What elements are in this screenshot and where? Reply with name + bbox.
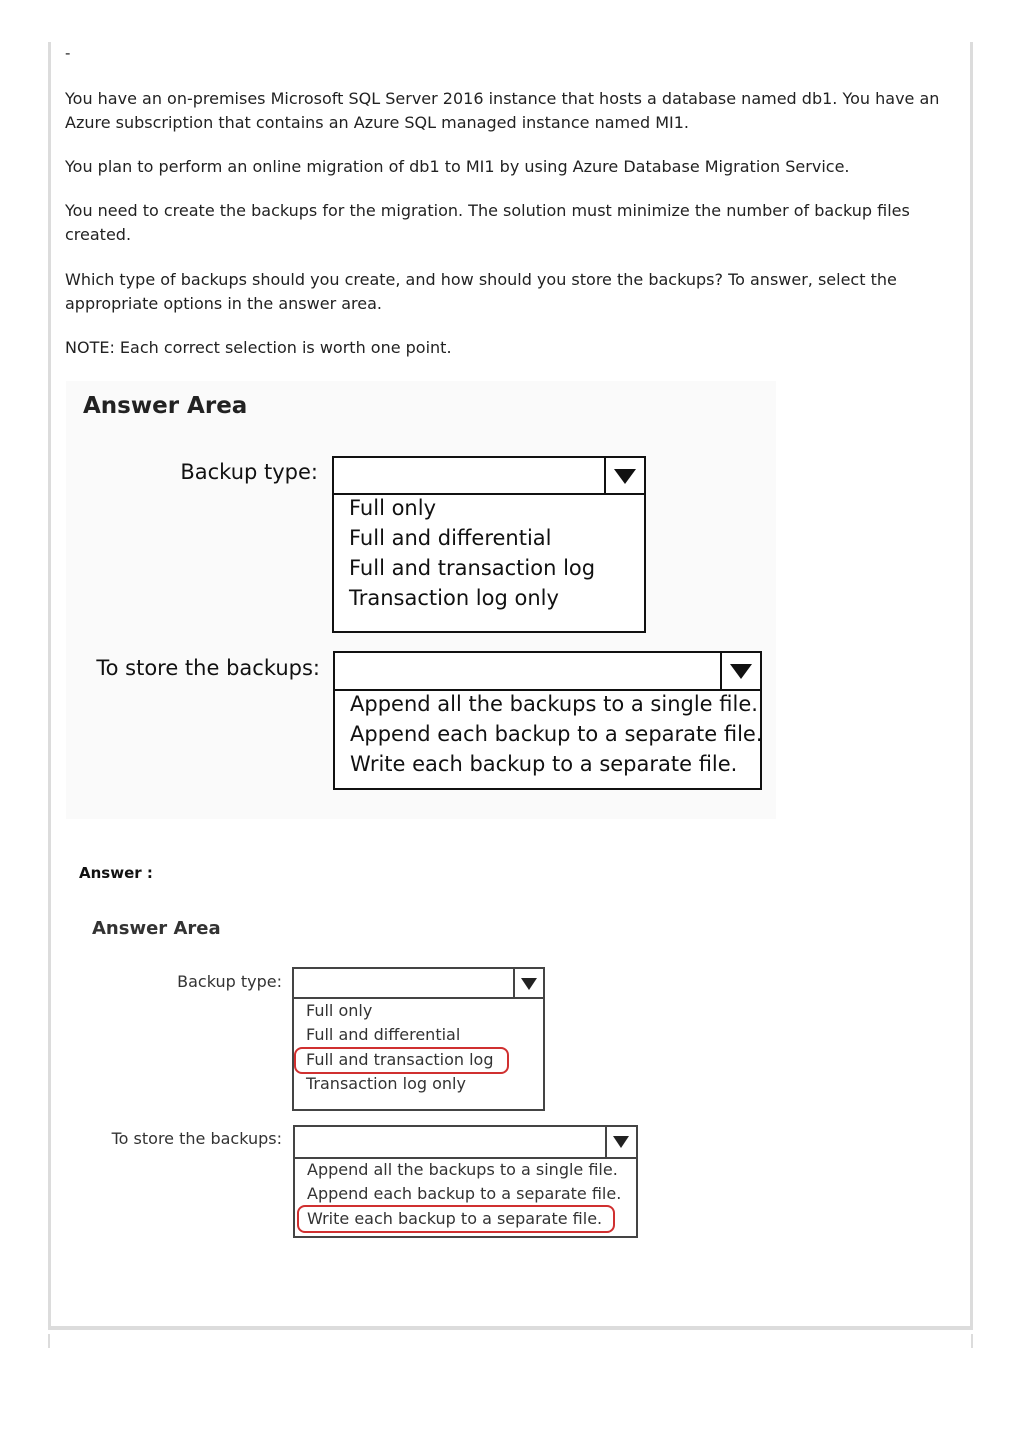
answer-label: Answer : [79,864,153,882]
page-frame-tick-right [971,1334,973,1348]
question-paragraph-4: Which type of backups should you create, and how should you store the backups? To answer, select the appropriate options in the answer area. [65,270,897,313]
backup-type-dropdown[interactable] [332,456,646,633]
answer-backup-type-toggle [513,969,543,997]
backup-type-label: Backup type: [180,460,318,484]
answer-store-backups-option: Append each backup to a separate file. [307,1184,622,1203]
answer-backup-type-option-selected: Full and transaction log [306,1050,494,1069]
answer-store-backups-toggle [605,1127,636,1157]
dash-marker: - [65,44,71,62]
answer-backup-type-option: Transaction log only [306,1074,466,1093]
page-frame-left-border [48,42,51,1330]
answer-backup-type-dropdown [292,967,545,1111]
answer-backup-type-option: Full and differential [306,1025,461,1044]
store-backups-option[interactable]: Append all the backups to a single file. [350,692,758,716]
page-frame-tick-left [48,1334,50,1348]
store-backups-label: To store the backups: [96,656,320,680]
store-backups-dropdown-header[interactable] [335,653,760,691]
backup-type-dropdown-header[interactable] [334,458,644,495]
answer-store-backups-header [295,1127,636,1159]
chevron-down-icon [614,469,636,484]
answer-backup-type-label: Backup type: [177,972,282,991]
store-backups-dropdown-toggle[interactable] [720,653,760,689]
answer-image-title: Answer Area [92,918,221,939]
answer-store-backups-option: Append all the backups to a single file. [307,1160,618,1179]
backup-type-option[interactable]: Transaction log only [349,586,559,610]
store-backups-option[interactable]: Append each backup to a separate file. [350,722,763,746]
chevron-down-icon [613,1136,629,1148]
page-frame-right-border [970,42,973,1330]
answer-store-backups-option-selected: Write each backup to a separate file. [307,1209,603,1228]
answer-area-title: Answer Area [83,393,248,419]
page-frame-bottom-border [48,1326,973,1330]
backup-type-dropdown-toggle[interactable] [604,458,644,493]
selected-answer-highlight [297,1205,615,1233]
backup-type-option[interactable]: Full and transaction log [349,556,596,580]
chevron-down-icon [521,978,537,990]
question-paragraph-3: You need to create the backups for the migration. The solution must minimize the number of backup files created. [65,201,910,244]
answer-store-backups-label: To store the backups: [111,1129,282,1148]
store-backups-option[interactable]: Write each backup to a separate file. [350,752,738,776]
store-backups-dropdown[interactable] [333,651,762,790]
backup-type-option[interactable]: Full only [349,496,437,520]
chevron-down-icon [730,664,752,679]
question-paragraph-2: You plan to perform an online migration of db1 to MI1 by using Azure Database Migration Service. [65,157,850,176]
answer-backup-type-header [294,969,543,999]
selected-answer-highlight [294,1047,509,1074]
answer-backup-type-option: Full only [306,1001,373,1020]
question-paragraph-1: You have an on-premises Microsoft SQL Server 2016 instance that hosts a database named db1. You have an Azure subscription that contains an Azure SQL managed instance named MI1. [65,89,940,132]
question-note: NOTE: Each correct selection is worth one point. [65,338,452,357]
backup-type-option[interactable]: Full and differential [349,526,552,550]
